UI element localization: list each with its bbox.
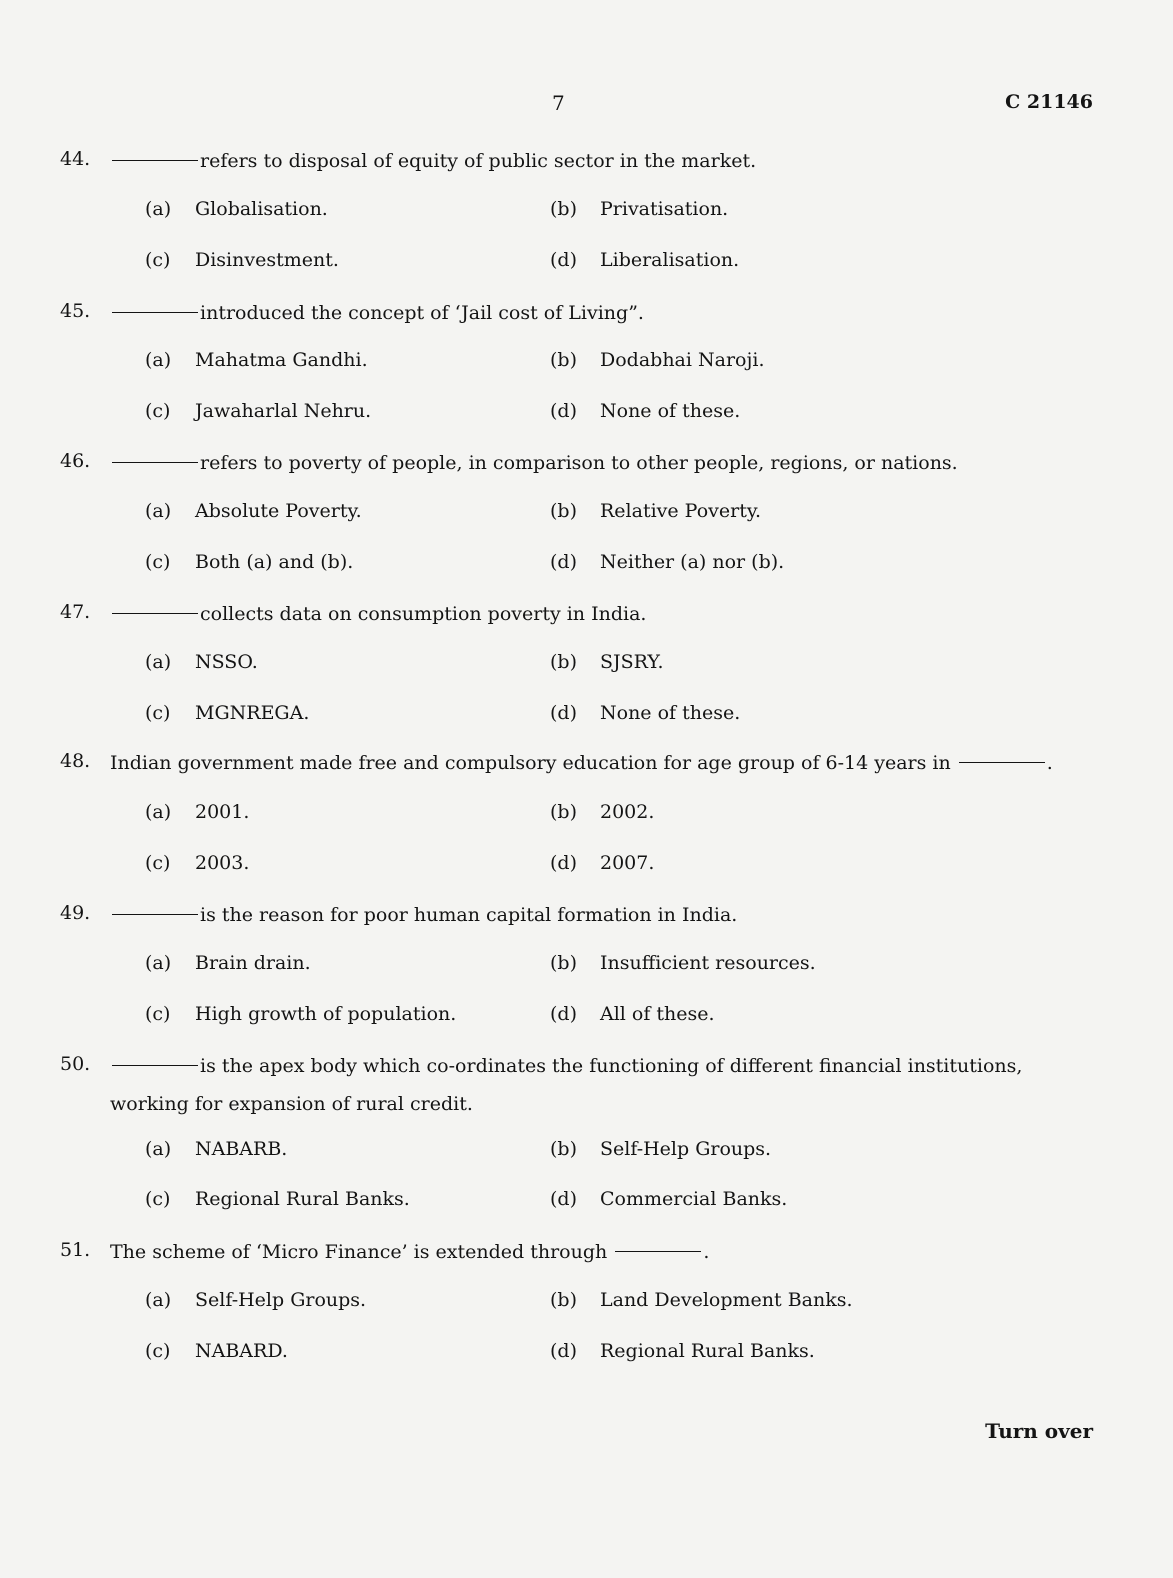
option-label: (c) xyxy=(145,249,171,271)
option-text: Mahatma Gandhi. xyxy=(195,349,368,371)
option-text: 2002. xyxy=(600,801,655,823)
question xyxy=(0,750,1173,780)
question-body: refers to disposal of equity of public sector in the market. xyxy=(200,150,757,172)
option-text: Privatisation. xyxy=(600,198,729,220)
question-end: . xyxy=(703,1241,710,1263)
question xyxy=(0,148,1173,178)
option-label: (d) xyxy=(550,551,577,573)
option-label: (b) xyxy=(550,198,577,220)
option-text: NSSO. xyxy=(195,651,258,673)
option-text: 2003. xyxy=(195,852,250,874)
question-number: 50. xyxy=(60,1053,91,1075)
answer-blank xyxy=(112,312,198,313)
option-label: (d) xyxy=(550,852,577,874)
option-text: Insufficient resources. xyxy=(600,952,816,974)
option-text: Regional Rural Banks. xyxy=(195,1188,410,1210)
question-text xyxy=(110,1233,1095,1271)
option-text: Dodabhai Naroji. xyxy=(600,349,765,371)
option-text: MGNREGA. xyxy=(195,702,310,724)
option-label: (b) xyxy=(550,1138,577,1160)
question-body: is the reason for poor human capital formation in India. xyxy=(200,904,738,926)
option-text: Absolute Poverty. xyxy=(195,500,362,522)
option-label: (a) xyxy=(145,651,172,673)
option-label: (c) xyxy=(145,852,171,874)
question-number: 45. xyxy=(60,300,91,322)
option-text: 2001. xyxy=(195,801,250,823)
question-end: . xyxy=(1046,752,1053,774)
question xyxy=(0,1053,1173,1115)
option-label: (c) xyxy=(145,702,171,724)
option-label: (b) xyxy=(550,952,577,974)
option-label: (d) xyxy=(550,249,577,271)
option-label: (d) xyxy=(550,702,577,724)
option-text: Liberalisation. xyxy=(600,249,740,271)
answer-blank xyxy=(112,462,198,463)
question-number: 51. xyxy=(60,1239,91,1261)
option-label: (a) xyxy=(145,952,172,974)
option-text: Neither (a) nor (b). xyxy=(600,551,785,573)
option-text: Self-Help Groups. xyxy=(600,1138,772,1160)
turn-over-label: Turn over xyxy=(985,1419,1093,1443)
question xyxy=(0,300,1173,330)
option-label: (a) xyxy=(145,349,172,371)
option-text: High growth of population. xyxy=(195,1003,457,1025)
question-body: introduced the concept of ‘Jail cost of Living”. xyxy=(200,302,644,324)
question-body: The scheme of ‘Micro Finance’ is extended through xyxy=(110,1241,608,1263)
answer-blank xyxy=(959,762,1045,763)
option-label: (a) xyxy=(145,198,172,220)
question-text xyxy=(110,896,1095,934)
question-number: 46. xyxy=(60,450,91,472)
option-text: Disinvestment. xyxy=(195,249,339,271)
option-label: (c) xyxy=(145,1340,171,1362)
question xyxy=(0,902,1173,932)
question-body: collects data on consumption poverty in India. xyxy=(200,603,647,625)
option-label: (b) xyxy=(550,651,577,673)
option-text: Brain drain. xyxy=(195,952,311,974)
option-label: (b) xyxy=(550,1289,577,1311)
option-text: SJSRY. xyxy=(600,651,664,673)
option-label: (d) xyxy=(550,1003,577,1025)
option-label: (a) xyxy=(145,1138,172,1160)
option-label: (d) xyxy=(550,400,577,422)
question-text xyxy=(110,744,1095,782)
option-label: (d) xyxy=(550,1188,577,1210)
option-label: (d) xyxy=(550,1340,577,1362)
question-body: is the apex body which co-ordinates the functioning of different financial institutions, working for expansion of rural credit. xyxy=(110,1055,1023,1115)
option-label: (b) xyxy=(550,349,577,371)
question-text xyxy=(110,595,1095,633)
option-label: (a) xyxy=(145,801,172,823)
question-text xyxy=(110,142,1095,180)
question-number: 44. xyxy=(60,148,91,170)
option-label: (b) xyxy=(550,801,577,823)
option-text: Land Development Banks. xyxy=(600,1289,853,1311)
option-text: Relative Poverty. xyxy=(600,500,762,522)
answer-blank xyxy=(112,160,198,161)
option-text: NABARD. xyxy=(195,1340,288,1362)
question-body: Indian government made free and compulsory education for age group of 6-14 years in xyxy=(110,752,951,774)
answer-blank xyxy=(112,613,198,614)
question-number: 48. xyxy=(60,750,91,772)
paper-code: C 21146 xyxy=(1005,91,1093,113)
question-text xyxy=(110,1047,1095,1123)
option-label: (a) xyxy=(145,500,172,522)
option-text: None of these. xyxy=(600,702,741,724)
question xyxy=(0,1239,1173,1269)
option-text: Regional Rural Banks. xyxy=(600,1340,815,1362)
answer-blank xyxy=(112,914,198,915)
question xyxy=(0,450,1173,480)
option-label: (c) xyxy=(145,1003,171,1025)
option-label: (c) xyxy=(145,551,171,573)
option-text: All of these. xyxy=(600,1003,715,1025)
option-label: (c) xyxy=(145,400,171,422)
option-text: NABARB. xyxy=(195,1138,288,1160)
page-number: 7 xyxy=(552,91,565,115)
option-text: 2007. xyxy=(600,852,655,874)
option-text: Self-Help Groups. xyxy=(195,1289,367,1311)
option-label: (c) xyxy=(145,1188,171,1210)
question-number: 49. xyxy=(60,902,91,924)
question-text xyxy=(110,444,1095,482)
question xyxy=(0,601,1173,631)
option-text: Globalisation. xyxy=(195,198,328,220)
question-text xyxy=(110,294,1095,332)
option-label: (b) xyxy=(550,500,577,522)
option-text: Jawaharlal Nehru. xyxy=(195,400,372,422)
option-label: (a) xyxy=(145,1289,172,1311)
answer-blank xyxy=(615,1251,701,1252)
question-number: 47. xyxy=(60,601,91,623)
option-text: Commercial Banks. xyxy=(600,1188,788,1210)
option-text: None of these. xyxy=(600,400,741,422)
answer-blank xyxy=(112,1065,198,1066)
option-text: Both (a) and (b). xyxy=(195,551,354,573)
question-body: refers to poverty of people, in comparison to other people, regions, or nations. xyxy=(200,452,958,474)
